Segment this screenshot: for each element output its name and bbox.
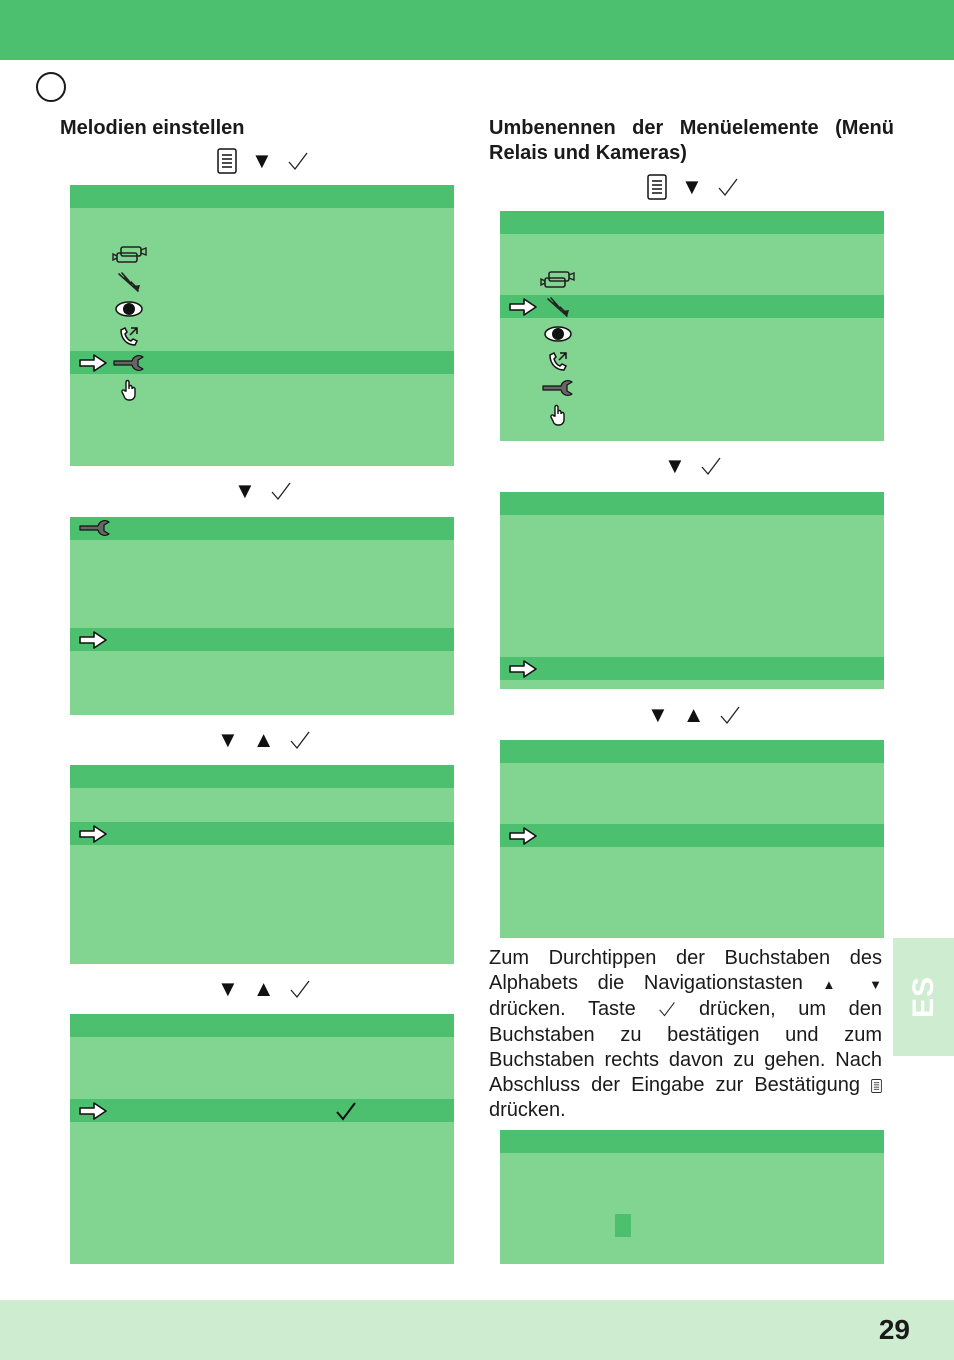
screen-relay-options bbox=[500, 740, 884, 938]
screen-settings bbox=[70, 517, 454, 715]
checkmark-icon bbox=[335, 1100, 357, 1122]
selection-arrow-icon bbox=[508, 827, 538, 845]
selection-arrow-icon bbox=[508, 660, 538, 678]
confirm-key-icon bbox=[700, 455, 722, 477]
wrench-icon bbox=[78, 519, 112, 537]
cameras-icon bbox=[540, 270, 576, 290]
selected-row-band bbox=[70, 628, 454, 651]
screen-title-band bbox=[70, 185, 454, 208]
selected-row-band bbox=[70, 1099, 454, 1122]
wrench-icon bbox=[112, 354, 146, 372]
selected-row-band bbox=[500, 657, 884, 680]
menu-key-icon bbox=[217, 148, 237, 174]
nav-sequence-4 bbox=[217, 978, 311, 1000]
up-key-icon: ▲ bbox=[682, 702, 705, 727]
instruction-text-1: Zum Durchtippen der Buchstaben des Alphabets die Navigationstasten bbox=[489, 947, 882, 995]
page-number: 29 bbox=[878, 1314, 910, 1345]
screen-main-menu bbox=[70, 185, 454, 466]
relay-icon bbox=[545, 296, 571, 318]
down-key-icon: ▼ bbox=[647, 702, 669, 727]
right-heading: Umbenennen der Menüelemente (Menü Relais und Kameras) bbox=[489, 117, 894, 164]
screen-title-band bbox=[70, 765, 454, 788]
instruction-text-2: drücken. Taste bbox=[489, 998, 636, 1021]
language-tab-label: ES bbox=[906, 975, 940, 1019]
selection-arrow-icon bbox=[78, 1102, 108, 1120]
screen-melody-select bbox=[70, 1014, 454, 1264]
eye-icon bbox=[114, 300, 144, 318]
nav-sequence-6 bbox=[664, 455, 722, 477]
up-key-icon: ▲ bbox=[252, 727, 275, 752]
confirm-key-icon bbox=[717, 176, 739, 198]
footer-bar bbox=[0, 1300, 954, 1360]
instruction-paragraph bbox=[489, 946, 882, 1123]
up-key-icon: ▲ bbox=[252, 976, 275, 1001]
screen-title-band bbox=[70, 1014, 454, 1037]
screen-title-band bbox=[500, 211, 884, 234]
selection-arrow-icon bbox=[78, 354, 108, 372]
hand-icon bbox=[120, 379, 138, 401]
confirm-key-icon bbox=[289, 978, 311, 1000]
selection-arrow-icon bbox=[508, 298, 538, 316]
confirm-key-icon bbox=[287, 150, 309, 172]
confirm-key-icon bbox=[289, 729, 311, 751]
selected-row-band bbox=[70, 822, 454, 845]
down-key-icon: ▼ bbox=[664, 453, 686, 478]
down-key-icon: ▼ bbox=[217, 727, 239, 752]
menu-key-icon bbox=[647, 174, 667, 200]
nav-sequence-5 bbox=[647, 174, 739, 200]
down-key-icon: ▼ bbox=[869, 977, 883, 993]
screen-title-band bbox=[500, 1130, 884, 1153]
screen-melodies bbox=[70, 765, 454, 964]
nav-sequence-7 bbox=[647, 704, 741, 726]
cameras-icon bbox=[112, 245, 148, 265]
screen-title-band bbox=[70, 517, 454, 540]
wrench-icon bbox=[541, 379, 575, 397]
selection-arrow-icon bbox=[78, 825, 108, 843]
selected-row-band bbox=[500, 824, 884, 847]
hand-icon bbox=[549, 404, 567, 426]
section-marker-circle bbox=[36, 72, 66, 102]
header-bar bbox=[0, 0, 954, 60]
confirm-key-icon bbox=[270, 480, 292, 502]
relay-icon bbox=[116, 271, 142, 293]
screen-title-band bbox=[500, 492, 884, 515]
phone-icon bbox=[118, 325, 140, 347]
down-key-icon: ▼ bbox=[681, 174, 703, 199]
left-heading: Melodien einstellen bbox=[60, 117, 245, 139]
down-key-icon: ▼ bbox=[251, 148, 273, 173]
eye-icon bbox=[543, 325, 573, 343]
nav-sequence-3 bbox=[217, 729, 311, 751]
screen-main-menu-relay bbox=[500, 211, 884, 441]
confirm-key-icon bbox=[658, 1000, 676, 1018]
menu-key-icon bbox=[871, 1079, 882, 1093]
language-tab bbox=[893, 938, 954, 1056]
down-key-icon: ▼ bbox=[217, 976, 239, 1001]
text-cursor bbox=[615, 1214, 631, 1237]
nav-sequence-2 bbox=[234, 480, 292, 502]
selection-arrow-icon bbox=[78, 631, 108, 649]
confirm-key-icon bbox=[719, 704, 741, 726]
screen-relay-list bbox=[500, 492, 884, 689]
screen-title-band bbox=[500, 740, 884, 763]
nav-sequence-1 bbox=[217, 148, 309, 174]
instruction-text-3: drücken, um den Buchstaben zu bestätigen und zum Buchstaben rechts davon zu gehen. Nach Abschluss der Eingabe zur Bestätigung bbox=[489, 998, 882, 1097]
up-key-icon: ▲ bbox=[822, 977, 850, 993]
screen-rename-edit bbox=[500, 1130, 884, 1264]
instruction-text-4: drücken. bbox=[489, 1099, 566, 1122]
down-key-icon: ▼ bbox=[234, 478, 256, 503]
phone-icon bbox=[547, 350, 569, 372]
